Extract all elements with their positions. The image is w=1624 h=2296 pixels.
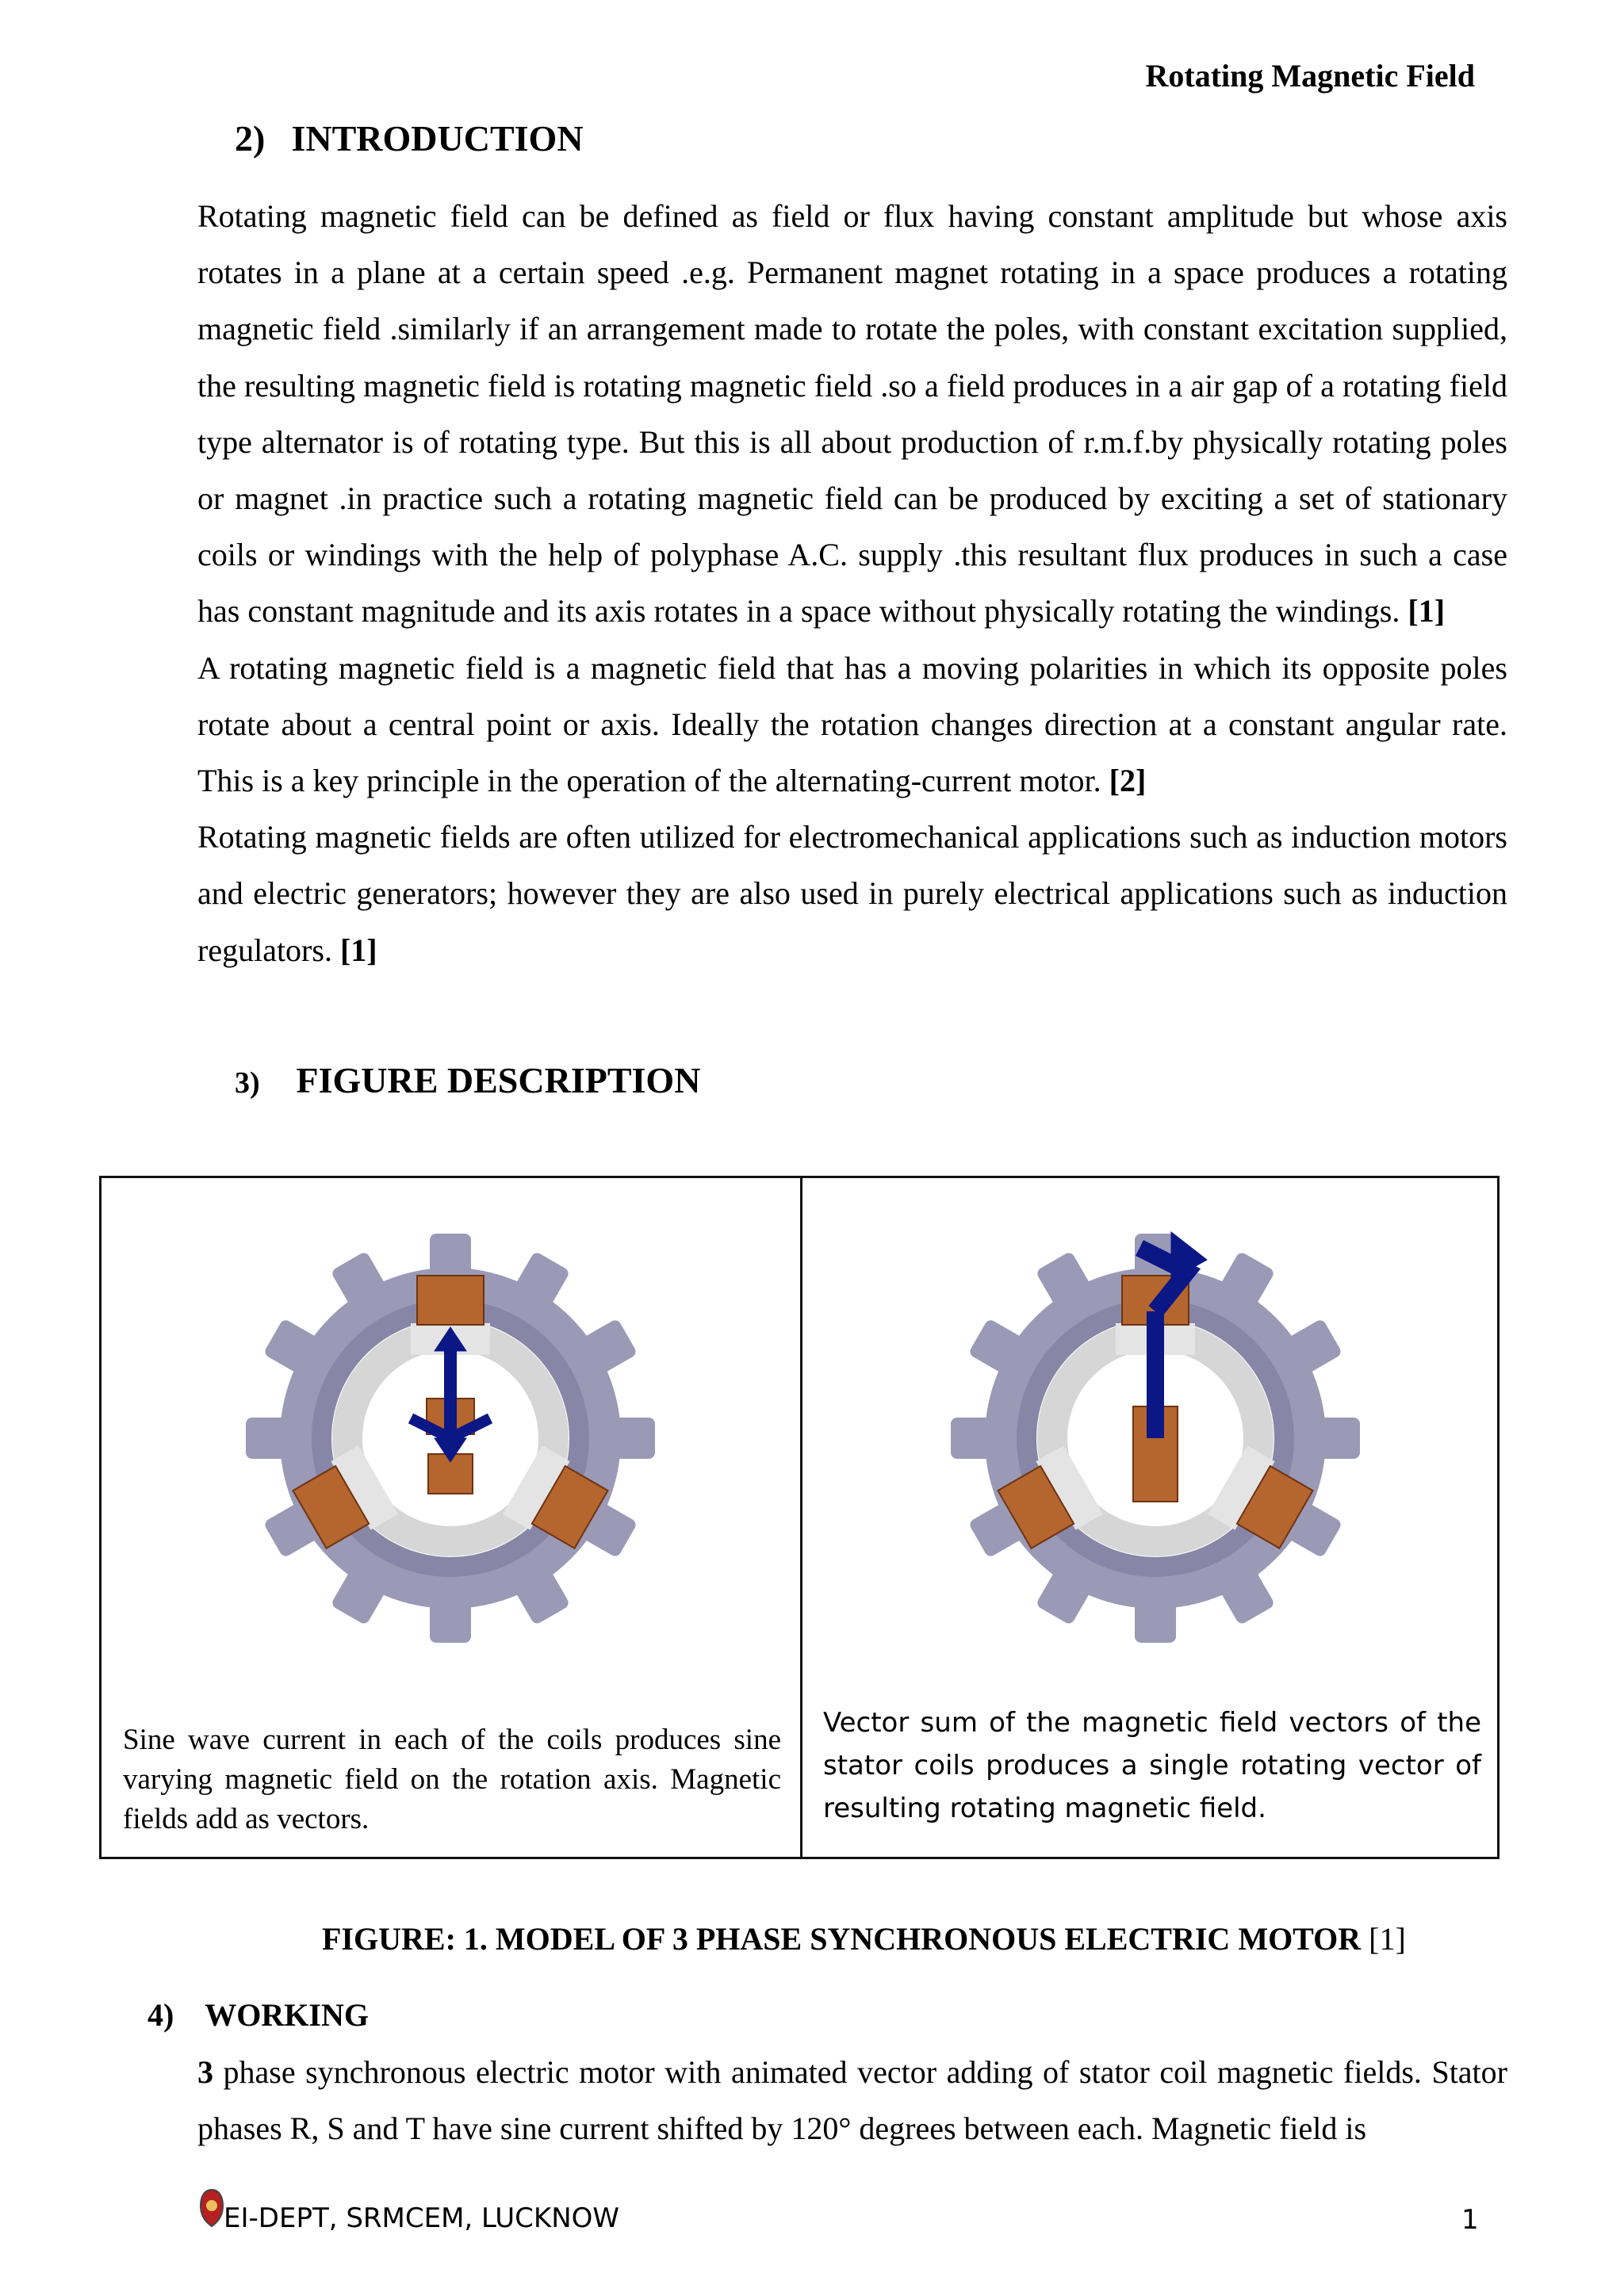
- working-heading: [147, 1996, 369, 2034]
- college-logo-icon: [199, 2188, 224, 2228]
- section-number: 4): [147, 1997, 174, 2033]
- figure-cell-right: [802, 1178, 1497, 1857]
- section-number: 2): [235, 118, 266, 159]
- figure-caption-right: Vector sum of the magnetic field vectors of the stator coils produces a single rotating vector of resulting rotating magnetic field.: [823, 1707, 1481, 1824]
- figure-description-heading: [235, 1059, 700, 1101]
- section-title: WORKING: [205, 1997, 369, 2033]
- introduction-heading: [235, 117, 584, 159]
- introduction-body: [197, 188, 1507, 978]
- section-title: INTRODUCTION: [291, 118, 584, 159]
- citation: [2]: [1109, 763, 1147, 799]
- citation: [1]: [1369, 1921, 1406, 1957]
- figure-table: [99, 1176, 1500, 1859]
- motor-diagram-left: [244, 1216, 657, 1708]
- running-header: Rotating Magnetic Field: [1145, 58, 1475, 94]
- page-number: 1: [1461, 2204, 1479, 2236]
- figure-cell-left: [102, 1178, 800, 1857]
- figure-caption-left: Sine wave current in each of the coils produces sine varying magnetic field on the rotation axis. Magnetic fields add as vectors.: [123, 1724, 781, 1835]
- citation: [1]: [1408, 593, 1446, 629]
- intro-paragraph: Rotating magnetic fields are often utilized for electromechanical applications such as induction motors and electric generators; however they are also used in purely electrical applications such as induction regulators. [1]: [197, 819, 1507, 968]
- footer-text: EI-DEPT, SRMCEM, LUCKNOW: [224, 2202, 620, 2234]
- citation: [1]: [339, 932, 377, 968]
- working-body: [197, 2044, 1507, 2156]
- intro-paragraph: A rotating magnetic field is a magnetic field that has a moving polarities in which its opposite poles rotate about a central point or axis. Ideally the rotation changes direction at a constant angular rate. This is a key principle in the operation of the alternating-current motor. [2]: [197, 649, 1507, 799]
- section-title: FIGURE DESCRIPTION: [296, 1060, 701, 1100]
- working-paragraph: 3 phase synchronous electric motor with animated vector adding of stator coil magnetic fields. Stator phases R, S and T have sine current shifted by 120° degrees between each. Magnetic field is: [197, 2054, 1507, 2147]
- figure-title: FIGURE: 1. MODEL OF 3 PHASE SYNCHRONOUS ELECTRIC MOTOR [1]: [322, 1921, 1406, 1957]
- section-number: 3): [235, 1066, 260, 1100]
- motor-diagram-right: [949, 1216, 1362, 1708]
- intro-paragraph: Rotating magnetic field can be defined as field or flux having constant amplitude but whose axis rotates in a plane at a certain speed .e.g. Permanent magnet rotating in a space produces a rotating magnetic field .similarly if an arrangement made to rotate the poles, with constant excitation supplied, the resulting magnetic field is rotating magnetic field .so a field produces in a air gap of a rotating field type alternator is of rotating type. But this is all about production of r.m.f.by physically rotating poles or magnet .in practice such a rotating magnetic field can be produced by exciting a set of stationary coils or windings with the help of polyphase A.C. supply .this resultant flux produces in such a case has constant magnitude and its axis rotates in a space without physically rotating the windings. [1]: [197, 198, 1507, 629]
